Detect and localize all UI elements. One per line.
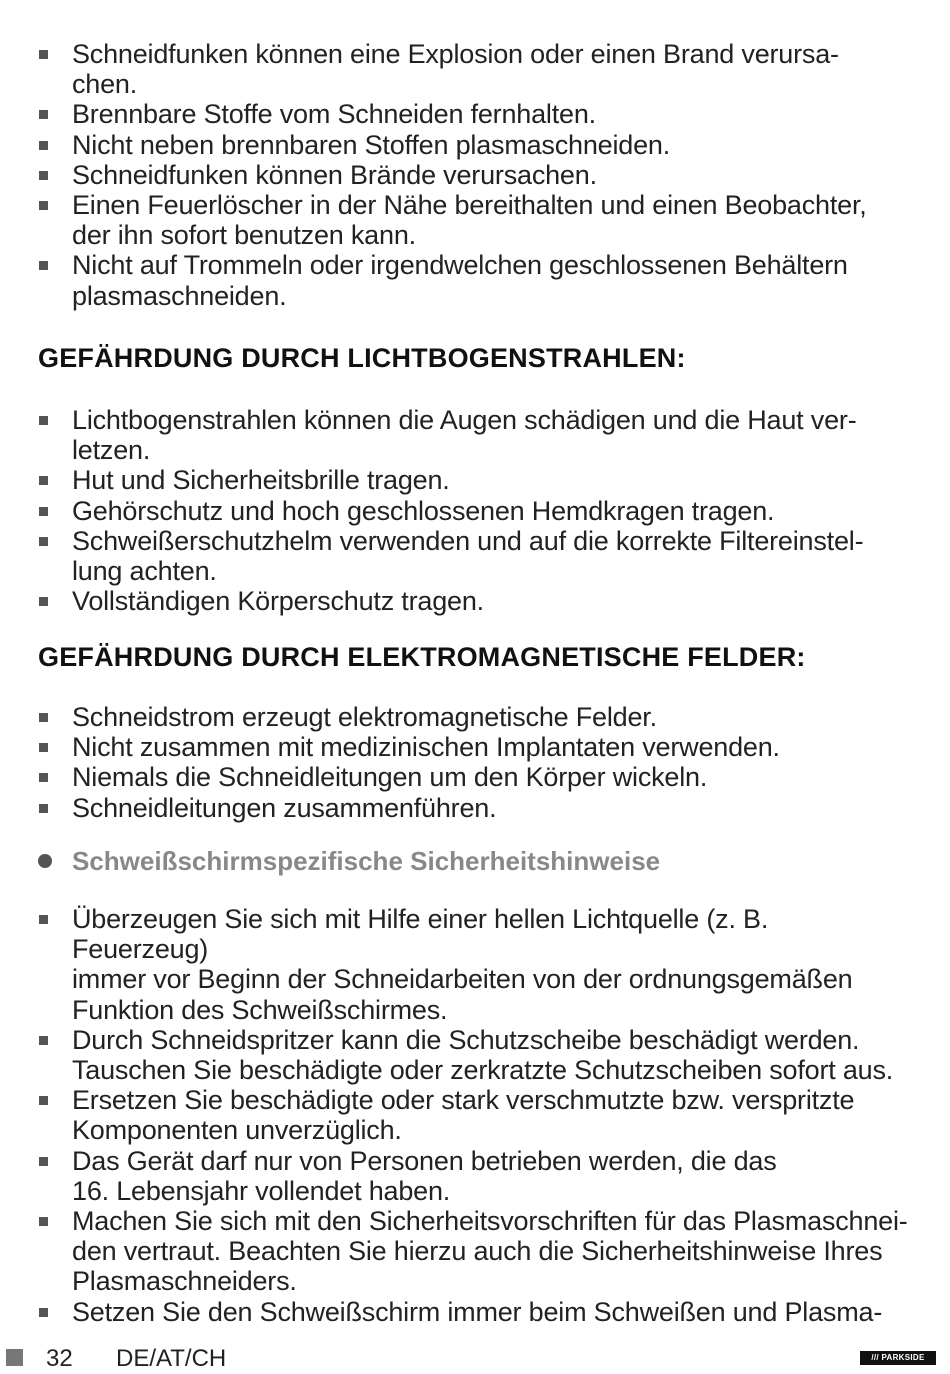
bullet-square-icon (39, 110, 48, 119)
list-item (0, 1297, 950, 1327)
list-item-text: Schneidfunken können Brände verursachen. (72, 159, 597, 190)
list-item-text: Niemals die Schneidleitungen um den Körper wickeln. (72, 762, 708, 793)
list-item-text: Schneidleitungen zusammenführen. (72, 792, 497, 823)
list-item-text: Einen Feuerlöscher in der Nähe bereithalten und einen Beobachter, der ihn sofort benutzen kann. (72, 190, 867, 251)
subsection-heading-text: Schweißschirmspezifische Sicherheitshinweise (72, 846, 661, 876)
list-item-text: Nicht auf Trommeln oder irgendwelchen geschlossenen Behältern plasmaschneiden. (72, 250, 848, 311)
bullet-square-icon (39, 1096, 48, 1105)
list-item (0, 702, 950, 732)
list-item (0, 130, 950, 160)
list-item (0, 39, 950, 99)
list-item-text: Gehörschutz und hoch geschlossenen Hemdkragen tragen. (72, 495, 775, 526)
list-item (0, 1206, 950, 1297)
list-item-text: Brennbare Stoffe vom Schneiden fernhalten. (72, 99, 596, 130)
em-fields-list (0, 702, 950, 823)
bullet-square-icon (39, 537, 48, 546)
bullet-square-icon (39, 1036, 48, 1045)
bullet-square-icon (39, 597, 48, 606)
list-item-text: Das Gerät darf nur von Personen betrieben werden, die das 16. Lebensjahr vollendet haben. (72, 1145, 777, 1206)
bullet-square-icon (39, 1157, 48, 1166)
list-item (0, 190, 950, 250)
list-item-text: Vollständigen Körperschutz tragen. (72, 586, 484, 617)
arc-rays-list (0, 405, 950, 616)
bullet-square-icon (39, 804, 48, 813)
list-item-text: Setzen Sie den Schweißschirm immer beim Schweißen und Plasma- (72, 1296, 883, 1327)
list-item-text: Schneidfunken können eine Explosion oder einen Brand verursa- chen. (72, 39, 839, 100)
spark-hazard-list (0, 39, 950, 311)
bullet-square-icon (39, 773, 48, 782)
bullet-square-icon (39, 915, 48, 924)
bullet-square-icon (39, 261, 48, 270)
list-item (0, 496, 950, 526)
page-footer (0, 1346, 950, 1374)
list-item-text: Hut und Sicherheitsbrille tragen. (72, 465, 450, 496)
list-item-text: Durch Schneidspritzer kann die Schutzscheibe beschädigt werden. Tauschen Sie beschädigte oder zerkratzte Schutzscheiben sofort aus. (72, 1024, 894, 1086)
list-item-text: Nicht neben brennbaren Stoffen plasmaschneiden. (72, 129, 671, 160)
list-item (0, 405, 950, 465)
section-heading-arc-rays: GEFÄHRDUNG DURCH LICHTBOGENSTRAHLEN: (38, 343, 686, 373)
list-item (0, 586, 950, 616)
list-item (0, 526, 950, 586)
page-number: 32 (46, 1345, 73, 1372)
list-item-text: Schneidstrom erzeugt elektromagnetische Felder. (72, 702, 657, 732)
bullet-square-icon (39, 713, 48, 722)
bullet-square-icon (39, 1217, 48, 1226)
parkside-logo: /// PARKSIDE (860, 1351, 936, 1365)
list-item-text: Lichtbogenstrahlen können die Augen schädigen und die Haut ver- letzen. (72, 405, 857, 466)
shield-safety-list (0, 904, 950, 1327)
list-item (0, 904, 950, 1025)
list-item (0, 99, 950, 129)
list-item-text: Machen Sie sich mit den Sicherheitsvorschriften für das Plasmaschnei- den vertraut. Beachten Sie hierzu auch die Sicherheitshinweise Ihres Plasmaschneiders. (72, 1206, 908, 1297)
list-item (0, 1025, 950, 1085)
list-item (0, 465, 950, 495)
bullet-square-icon (39, 171, 48, 180)
bullet-square-icon (39, 416, 48, 425)
bullet-square-icon (39, 743, 48, 752)
footer-square-icon (6, 1349, 23, 1366)
list-item (0, 1085, 950, 1145)
bullet-square-icon (39, 50, 48, 59)
list-item-text: Überzeugen Sie sich mit Hilfe einer hellen Lichtquelle (z. B. Feuerzeug) immer vor Beginn der Schneidarbeiten von der ordnungsgemäßen Funktion des Schweißschirmes. (72, 904, 853, 1025)
section-heading-em-fields: GEFÄHRDUNG DURCH ELEKTROMAGNETISCHE FELDER: (38, 642, 806, 672)
list-item (0, 160, 950, 190)
list-item (0, 250, 950, 310)
bullet-square-icon (39, 141, 48, 150)
locale-label: DE/AT/CH (116, 1345, 227, 1372)
list-item-text: Nicht zusammen mit medizinischen Implantaten verwenden. (72, 732, 780, 763)
bullet-square-icon (39, 1308, 48, 1317)
bullet-square-icon (39, 201, 48, 210)
list-item-text: Schweißerschutzhelm verwenden und auf die korrekte Filtereinstel- lung achten. (72, 525, 864, 587)
bullet-square-icon (39, 476, 48, 485)
list-item (0, 762, 950, 792)
bullet-square-icon (39, 507, 48, 516)
list-item (0, 793, 950, 823)
list-item (0, 1146, 950, 1206)
bullet-dot-icon (38, 854, 52, 868)
subsection-heading (0, 845, 950, 881)
list-item-text: Ersetzen Sie beschädigte oder stark verschmutzte bzw. verspritzte Komponenten unverzüglich. (72, 1085, 855, 1146)
list-item (0, 732, 950, 762)
